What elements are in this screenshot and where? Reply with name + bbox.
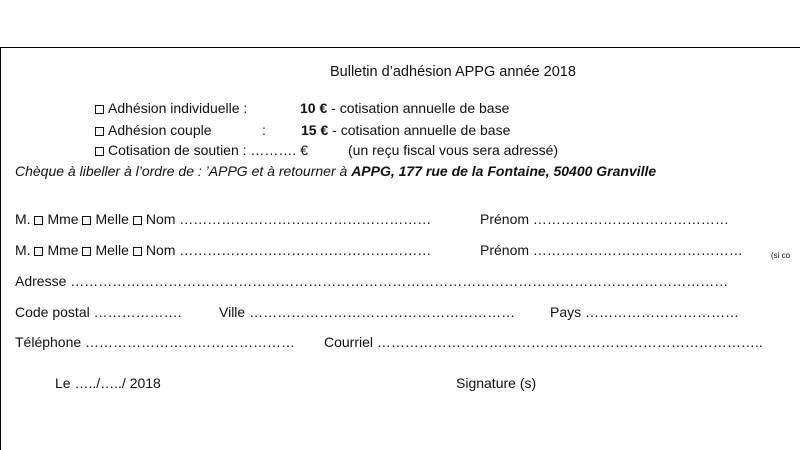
checkbox-nom[interactable] (133, 247, 142, 256)
option-amount: 10 € (300, 100, 328, 116)
checkbox-melle[interactable] (82, 216, 91, 225)
cheque-instruction (15, 163, 656, 179)
civility-mme-label: Mme (47, 211, 79, 227)
option-individual-price (300, 100, 509, 116)
civility-melle-label: Melle (95, 211, 129, 227)
couple-note: (si co (771, 251, 791, 260)
option-desc: - cotisation annuelle de base (327, 100, 510, 116)
cheque-address: APPG, 177 rue de la Fontaine, 50400 Granville (351, 163, 657, 179)
civility-row-2 (15, 242, 431, 258)
checkbox-icon[interactable] (95, 147, 104, 156)
adresse-field[interactable]: Adresse …………………………………………………………………………………………………………………………… (15, 273, 729, 289)
option-label: Cotisation de soutien : ………. € (108, 142, 308, 158)
option-amount: 15 € (301, 122, 329, 138)
form-title: Bulletin d’adhésion APPG année 2018 (330, 64, 576, 80)
checkbox-icon[interactable] (95, 127, 104, 136)
civility-mme-label: Mme (47, 242, 79, 258)
nom-field[interactable]: Nom ……………………………………………… (145, 211, 432, 227)
civility-m-label: M. (15, 211, 31, 227)
prenom-field-2[interactable]: Prénom ……………………………………… (480, 242, 743, 258)
checkbox-mme[interactable] (34, 247, 43, 256)
option-desc: - cotisation annuelle de base (328, 122, 511, 138)
checkbox-nom[interactable] (133, 216, 142, 225)
civility-row-1 (15, 211, 431, 227)
ville-field[interactable]: Ville ………………………………………………… (219, 304, 516, 320)
courriel-field[interactable]: Courriel ……………………………………………………………………….. (324, 334, 763, 350)
option-individual[interactable] (95, 100, 247, 116)
option-label: Adhésion individuelle : (108, 100, 248, 116)
option-support[interactable] (95, 142, 308, 158)
checkbox-icon[interactable] (95, 105, 104, 114)
option-couple-colon: : (262, 122, 266, 138)
cheque-prefix: Chèque à libeller à l’ordre de : ’APPG et à retourner à (15, 163, 352, 179)
option-support-note: (un reçu fiscal vous sera adressé) (348, 142, 559, 158)
pays-field[interactable]: Pays …………………………… (550, 304, 740, 320)
nom-field[interactable]: Nom ……………………………………………… (145, 242, 432, 258)
checkbox-melle[interactable] (82, 247, 91, 256)
civility-melle-label: Melle (95, 242, 129, 258)
civility-m-label: M. (15, 242, 31, 258)
option-couple-price (301, 122, 510, 138)
date-field[interactable]: Le …../…../ 2018 (55, 375, 161, 391)
signature-label: Signature (s) (456, 375, 537, 391)
option-couple[interactable] (95, 122, 212, 138)
code-postal-field[interactable]: Code postal ………………. (15, 304, 182, 320)
option-label: Adhésion couple (108, 122, 212, 138)
telephone-field[interactable]: Téléphone ……………………………………… (15, 334, 296, 350)
checkbox-mme[interactable] (34, 216, 43, 225)
prenom-field-1[interactable]: Prénom …………………………………… (480, 211, 729, 227)
